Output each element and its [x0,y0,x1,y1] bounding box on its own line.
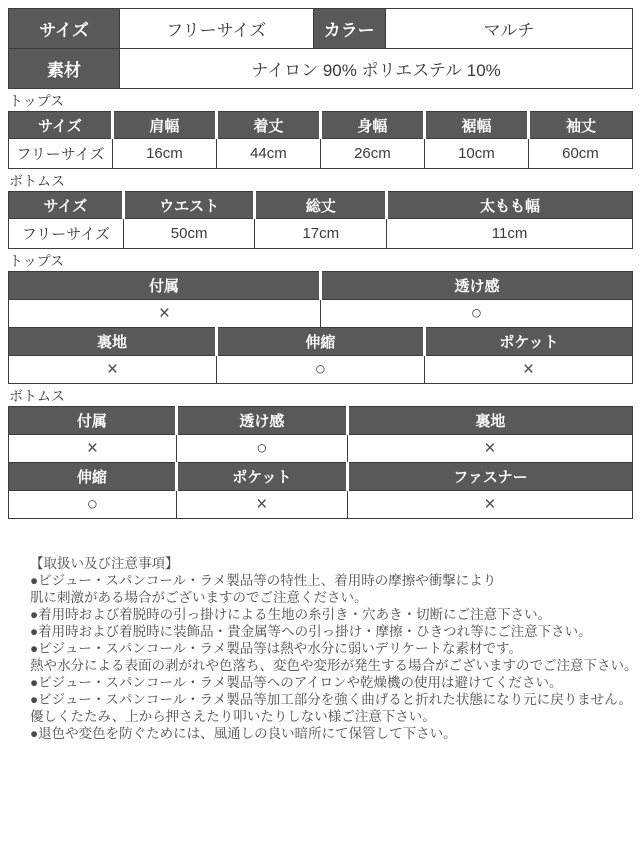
care-notes-title: 【取扱い及び注意事項】 [30,556,179,571]
care-note-line: ●ビジュー・スパンコール・ラメ製品等加工部分を強く曲げると折れた状態になり元に戻りません。 [30,692,633,707]
col-header-body-width: 身幅 [320,112,424,139]
cell-body-width: 26cm [320,139,424,169]
material-value: ナイロン 90% ポリエステル 10% [120,49,633,89]
feature-header-zipper: ファスナー [347,463,632,491]
feature-header-pocket: ポケット [176,463,347,491]
col-header-sleeve-length: 袖丈 [528,112,632,139]
care-note-line: ●ビジュー・スパンコール・ラメ製品等の特性上、着用時の摩擦や衝撃により [30,573,497,588]
feature-value-lining: × [9,356,217,384]
col-header-length: 着丈 [216,112,320,139]
feature-value-sheerness: ○ [320,300,632,328]
care-note-line: ●着用時および着脱時に装飾品・貴金属等への引っ掛け・摩擦・ひきつれ等にご注意下さい。 [30,624,592,639]
col-header-size: サイズ [9,112,113,139]
col-header-hem-width: 裾幅 [424,112,528,139]
cell-waist: 50cm [123,219,255,249]
tops-features-header-row-2 [9,328,633,356]
feature-header-sheerness: 透け感 [176,407,347,435]
feature-header-lining: 裏地 [9,328,217,356]
feature-value-lining: × [347,435,632,463]
col-header-total-length: 総丈 [255,192,387,219]
care-note-line: 熱や水分による表面の剥がれや色落ち、変色や変形が発生する場合がございますのでご注意下さい。 [30,658,638,673]
bottoms-measurements-label: ボトムス [9,173,65,189]
tops-measurements-label: トップス [9,93,65,109]
color-header: カラー [313,9,385,49]
col-header-waist: ウエスト [123,192,255,219]
tops-features-label: トップス [9,253,65,269]
cell-total-length: 17cm [255,219,387,249]
feature-header-attachment: 付属 [9,407,177,435]
cell-shoulder-width: 16cm [112,139,216,169]
cell-size: フリーサイズ [9,219,124,249]
feature-value-sheerness: ○ [176,435,347,463]
feature-value-attachment: × [9,300,321,328]
bottoms-features-header-row-2 [9,463,633,491]
feature-value-pocket: × [424,356,632,384]
feature-header-lining: 裏地 [347,407,632,435]
feature-header-attachment: 付属 [9,272,321,300]
bottoms-features-value-row-1 [9,435,633,463]
summary-row-material [9,49,633,89]
bottoms-features-table [8,406,633,519]
cell-hem-width: 10cm [424,139,528,169]
material-header: 素材 [9,49,120,89]
col-header-thigh-width: 太もも幅 [387,192,633,219]
bottoms-features-label: ボトムス [9,388,65,404]
size-value: フリーサイズ [120,9,313,49]
feature-header-pocket: ポケット [424,328,632,356]
feature-header-stretch: 伸縮 [216,328,424,356]
cell-size: フリーサイズ [9,139,113,169]
cell-thigh-width: 11cm [387,219,633,249]
bottoms-features-header-row-1 [9,407,633,435]
feature-header-stretch: 伸縮 [9,463,177,491]
cell-sleeve-length: 60cm [528,139,632,169]
feature-value-stretch: ○ [216,356,424,384]
care-note-line: ●ビジュー・スパンコール・ラメ製品等は熱や水分に弱いデリケートな素材です。 [30,641,522,656]
feature-value-zipper: × [347,491,632,519]
summary-table [8,8,633,89]
col-header-shoulder-width: 肩幅 [112,112,216,139]
tops-measurements-table [8,111,633,169]
care-note-line: ●着用時および着脱時の引っ掛けによる生地の糸引き・穴あき・切断にご注意下さい。 [30,607,552,622]
tops-measurements-data-row [9,139,633,169]
feature-value-attachment: × [9,435,177,463]
bottoms-measurements-table [8,191,633,249]
care-notes [30,555,638,742]
feature-header-sheerness: 透け感 [320,272,632,300]
feature-value-stretch: ○ [9,491,177,519]
care-note-line: 肌に刺激がある場合がございますのでご注意ください。 [30,590,368,605]
tops-features-value-row-1 [9,300,633,328]
size-header: サイズ [9,9,120,49]
col-header-size: サイズ [9,192,124,219]
cell-length: 44cm [216,139,320,169]
bottoms-measurements-header-row [9,192,633,219]
tops-features-header-row-1 [9,272,633,300]
feature-value-pocket: × [176,491,347,519]
tops-measurements-header-row [9,112,633,139]
care-note-line: ●退色や変色を防ぐためには、風通しの良い暗所にて保管して下さい。 [30,726,457,741]
summary-row-size-color [9,9,633,49]
care-note-line: 優しくたたみ、上から押さえたり叩いたりしない様ご注意下さい。 [30,709,436,724]
bottoms-features-value-row-2 [9,491,633,519]
bottoms-measurements-data-row [9,219,633,249]
care-note-line: ●ビジュー・スパンコール・ラメ製品等へのアイロンや乾燥機の使用は避けてください。 [30,675,563,690]
color-value: マルチ [385,9,632,49]
tops-features-value-row-2 [9,356,633,384]
tops-features-table [8,271,633,384]
